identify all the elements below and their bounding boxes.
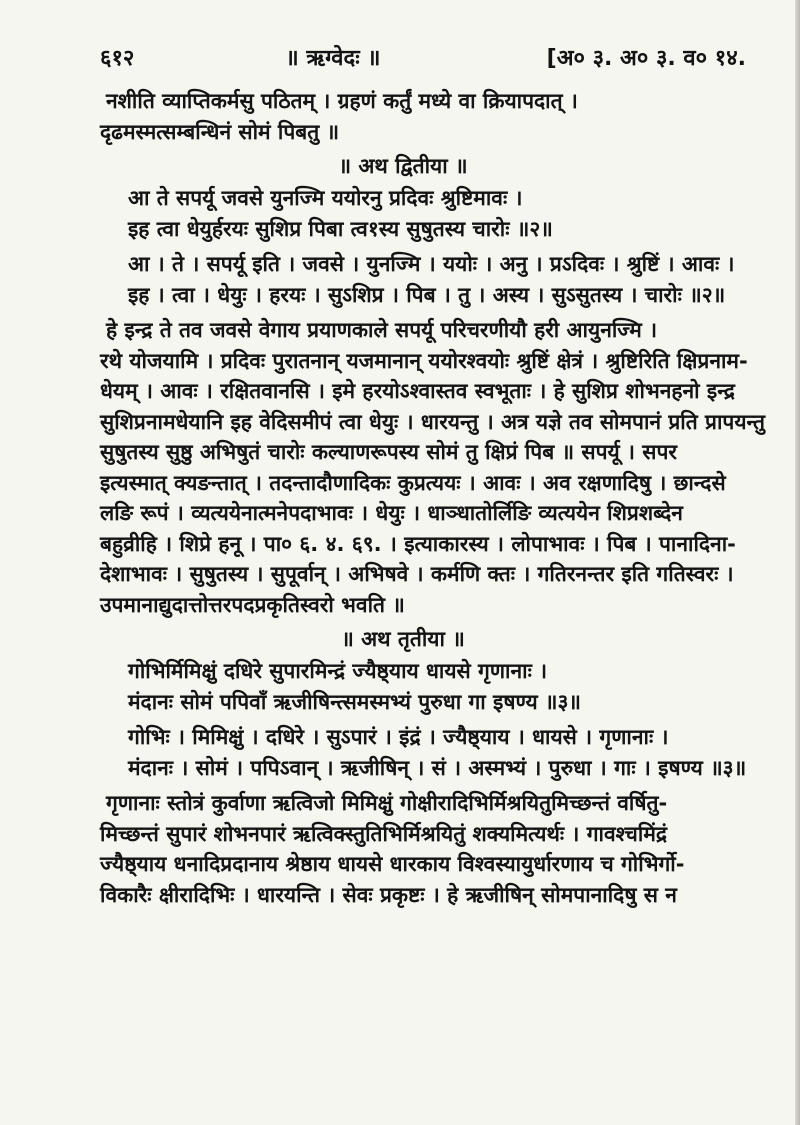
commentary-line: मिच्छन्तं सुपारं शोभनपारं ऋत्विक्स्तुतिभिर्मिश्रयितुं शक्यमित्यर्थः । गावश्चमिंद्रं (100, 821, 668, 846)
commentary-line: गृणानाः स्तोत्रं कुर्वाणा ऋत्विजो मिमिक्षुं गोक्षीरादिभिर्मिश्रयितुमिच्छन्तं वर्षितु- (106, 791, 668, 815)
commentary-line: धेयम् । आवः । रक्षितवानसि । इमे हरयोऽश्वास्तव स्वभूताः । हे सुशिप्र शोभनहनो इन्द्र (100, 379, 735, 403)
commentary-line: ज्यैष्ठ्याय धनादिप्रदानाय श्रेष्ठाय धायसे धारकाय विश्वस्यायुर्धारणाय च गोभिर्गो- (100, 852, 685, 876)
commentary-line: हे इन्द्र ते तव जवसे वेगाय प्रयाणकाले सपर्यू परिचरणीयौ हरी आयुनज्मि । (106, 318, 658, 342)
verse-block (100, 183, 776, 245)
running-title: ॥ ऋग्वेदः ॥ (285, 46, 381, 71)
commentary-block (100, 788, 776, 910)
commentary-line: देशाभावः । सुषुतस्य । सुपूर्वान् । अभिषवे । कर्मणि क्तः । गतिरनन्तर इति गतिस्वरः । (100, 562, 734, 586)
page-edge (795, 0, 800, 1125)
intro-line: नशीति व्याप्तिकर्मसु पठितम् । ग्रहणं कर्तुं मध्ये वा क्रियापदात् । (106, 89, 578, 113)
intro-line: दृढमस्मत्सम्बन्धिनं सोमं पिबतु ॥ (100, 119, 340, 144)
commentary-line: उपमानाद्युदात्तोत्तरपदप्रकृतिस्वरो भवति ॥ (100, 592, 405, 617)
padapatha-line: मंदानः । सोमं । पपिऽवान् । ऋजीषिन् । सं । अस्मभ्यं । पुरुधा । गाः । इषण्य ॥३॥ (128, 756, 747, 780)
padapatha-block (100, 249, 776, 311)
commentary-line: लङि रूपं । व्यत्ययेनात्मनेपदाभावः । धेयुः । धाञ्धातोर्लिङि व्यत्ययेन शिप्रशब्देन (100, 501, 683, 525)
page-number: ६१२ (100, 46, 135, 71)
verse-line: आ ते सपर्यू जवसे युनज्मि ययोरनु प्रदिवः श्रुष्टिमावः । (128, 186, 523, 210)
commentary-line: बहुव्रीहि । शिप्रे हनू । पा० ६. ४. ६९. । इत्याकारस्य । लोपाभावः । पिब । पानादिना- (100, 531, 736, 556)
padapatha-line: इह । त्वा । धेयुः । हरयः । सुऽशिप्र । पिब । तु । अस्य । सुऽसुतस्य । चारोः ॥२॥ (128, 283, 726, 307)
verse-line: इह त्वा धेयुर्हरयः सुशिप्र पिबा त्व१स्य सुषुतस्य चारोः ॥२॥ (128, 217, 553, 241)
section-heading: ॥ अथ तृतीया ॥ (341, 627, 465, 651)
commentary-line: सुषुतस्य सुष्ठु अभिषुतं चारोः कल्याणरूपस्य सोमं तु क्षिप्रं पिब ॥ सपर्यू । सपर (100, 440, 677, 464)
section-reference: [अ० ३. अ० ३. व० १४. (546, 46, 746, 71)
intro-commentary (100, 86, 776, 147)
verse-block (100, 656, 776, 718)
padapatha-block (100, 722, 776, 784)
commentary-line: सुशिप्रनामधेयानि इह वेदिसमीपं त्वा धेयुः । धारयन्तु । अत्र यज्ञे तव सोमपानं प्रति प्रापयन्तु (100, 409, 765, 434)
commentary-line: विकारैः क्षीरादिभिः । धारयन्ति । सेवः प्रकृष्टः । हे ऋजीषिन् सोमपानादिषु स न (100, 882, 677, 907)
commentary-line: रथे योजयामि । प्रदिवः पुरातनान् यजमानान् ययोरश्वयोः श्रुष्टिं क्षेत्रं । श्रुष्टिरिति क्षिप्रनाम- (100, 348, 748, 373)
padapatha-line: आ । ते । सपर्यू इति । जवसे । युनज्मि । ययोः । अनु । प्रऽदिवः । श्रुष्टिं । आवः । (128, 252, 735, 276)
commentary-block (100, 315, 776, 620)
page-header (100, 42, 776, 72)
section-heading: ॥ अथ द्वितीया ॥ (338, 154, 468, 178)
verse-line: गोभिर्मिमिक्षुं दधिरे सुपारमिन्द्रं ज्यैष्ठ्याय धायसे गृणानाः । (128, 659, 548, 683)
verse-line: मंदानः सोमं पपिवाँ ऋजीषिन्त्समस्मभ्यं पुरुधा गा इषण्य ॥३॥ (128, 690, 582, 714)
padapatha-line: गोभिः । मिमिक्षुं । दधिरे । सुऽपारं । इंद्रं । ज्यैष्ठ्याय । धायसे । गृणानाः । (128, 725, 669, 749)
commentary-line: इत्यस्मात् क्यङन्तात् । तदन्तादौणादिकः कुप्रत्ययः । आवः । अव रक्षणादिषु । छान्दसे (100, 470, 726, 495)
